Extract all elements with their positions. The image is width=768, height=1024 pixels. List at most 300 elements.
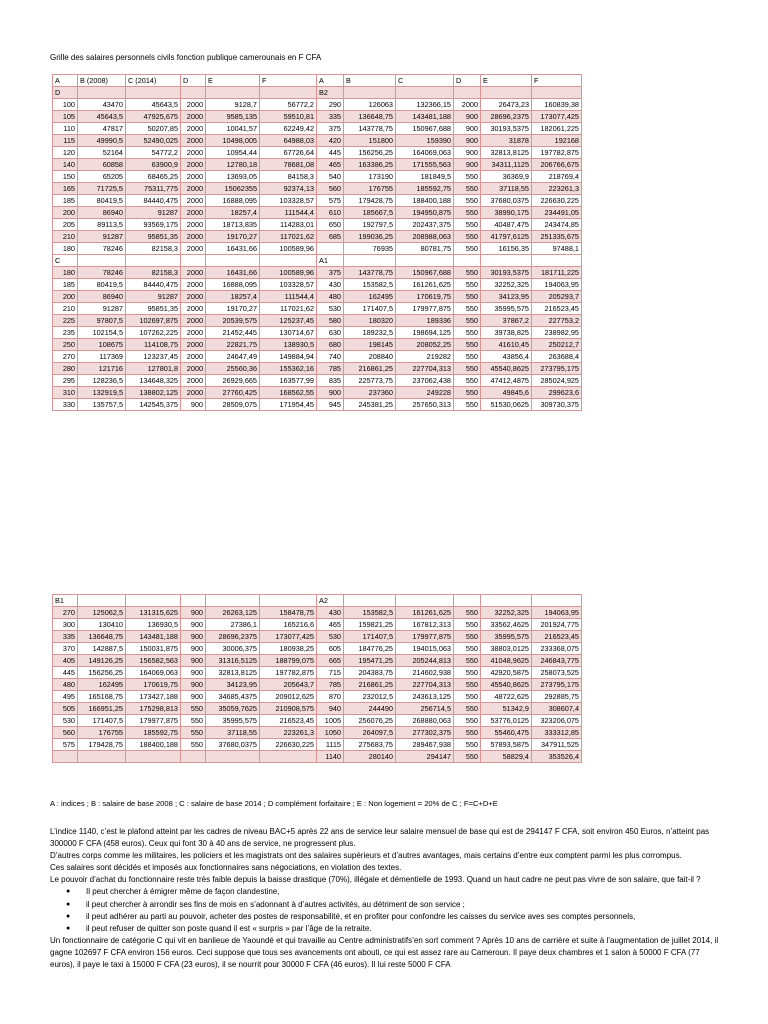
table-cell: 15062355 [206,183,260,195]
table-cell: 550 [454,195,481,207]
table-cell: 126063 [344,99,396,111]
table-cell: 550 [454,739,481,751]
table-cell: 32813,8125 [206,667,260,679]
table-cell: 57893,5875 [481,739,532,751]
table-cell: 25560,36 [206,363,260,375]
table-cell: 45540,8625 [481,363,532,375]
table-cell: 37680,0375 [206,739,260,751]
table-cell: 185667,5 [344,207,396,219]
table-cell: 245381,25 [344,399,396,411]
table-cell: 164069,063 [126,667,181,679]
paragraph: Ces salaires sont décidés et imposés aux fonctionnaires sans négociations, en violation des textes. [50,863,402,873]
table-cell: 68465,25 [126,171,181,183]
table-cell: 900 [454,147,481,159]
table-row [53,147,582,159]
table-cell: 41797,6125 [481,231,532,243]
table-cell [481,255,532,267]
table-cell: 37867,2 [481,315,532,327]
table-cell: 16431,66 [206,243,260,255]
table-cell: 45643,5 [126,99,181,111]
table-cell: A1 [317,255,344,267]
table-cell: 550 [454,231,481,243]
table-cell [454,87,481,99]
table-cell: 30006,375 [206,643,260,655]
table-cell: 870 [317,691,344,703]
table-cell [126,751,181,763]
table-row [53,631,582,643]
column-header: C [396,75,454,87]
table-row [53,339,582,351]
table-cell: 330 [53,399,78,411]
table-cell: 246843,775 [532,655,582,667]
column-header: A [317,75,344,87]
table-cell: 117021,62 [260,303,317,315]
table-cell: 2000 [181,351,206,363]
article-body [50,826,720,971]
table-cell: 71725,5 [78,183,126,195]
table-cell: 900 [181,607,206,619]
table-row [53,255,582,267]
table-cell: D [53,87,78,99]
table-cell: 226630,225 [260,739,317,751]
table-cell: 251335,675 [532,231,582,243]
table-cell: 45643,5 [78,111,126,123]
table-cell: 430 [317,607,344,619]
table-cell: 225773,75 [344,375,396,387]
table-cell: 405 [53,655,78,667]
table-cell: 10498,005 [206,135,260,147]
table-cell: 216523,45 [532,631,582,643]
table-cell: 138802,125 [126,387,181,399]
table-cell: 550 [454,339,481,351]
table-cell: 1050 [317,727,344,739]
table-cell: 43470 [78,99,126,111]
table-cell: 256714,5 [396,703,454,715]
table-cell: 2000 [181,99,206,111]
list-item-text: il peut adhérer au parti au pouvoir, acheter des postes de responsabilité, et en profiter pour confondre les caisses du service aves ses comptes personnels, [86,911,636,921]
table-row [53,99,582,111]
table-cell: 205 [53,219,78,231]
table-cell: 150 [53,171,78,183]
table-cell: 198145 [344,339,396,351]
table-cell [78,87,126,99]
table-row [53,207,582,219]
table-row [53,303,582,315]
table-cell: 2000 [181,195,206,207]
table-cell: 180 [53,267,78,279]
table-cell: 208840 [344,351,396,363]
table-cell: 2000 [181,159,206,171]
table-cell: 134648,325 [126,375,181,387]
table-cell: 18713,835 [206,219,260,231]
table-cell: 550 [454,667,481,679]
bullet-list [50,886,720,934]
table-cell: 92374,13 [260,183,317,195]
table-cell: 179977,875 [126,715,181,727]
table-cell [126,595,181,607]
table-cell: 107262,225 [126,327,181,339]
table-cell: 167812,313 [396,619,454,631]
table-row [53,279,582,291]
table-cell: 91287 [126,291,181,303]
column-header: B (2008) [78,75,126,87]
paragraph: D’autres corps comme les militaires, les policiers et les magistrats ont des salaires supérieurs et d’autres avantages, mais certains d’entre eux comptent parmi les plus corrompus. [50,851,682,861]
table-cell: 630 [317,327,344,339]
bullet-icon: ● [66,888,71,896]
table-cell: 136930,5 [126,619,181,631]
table-row [53,703,582,715]
table-row [53,363,582,375]
table-cell [206,751,260,763]
table-cell: 210 [53,303,78,315]
table-cell: 19170,27 [206,231,260,243]
bullet-icon: ● [66,900,71,908]
table-cell: 35995,575 [481,303,532,315]
table-cell: 445 [317,147,344,159]
table-row [53,135,582,147]
table-cell: 171407,5 [344,631,396,643]
table-cell: 166951,25 [78,703,126,715]
table-cell: 82158,3 [126,243,181,255]
table-cell: 105 [53,111,78,123]
table-row [53,123,582,135]
table-cell: 2000 [181,339,206,351]
table-cell: 198694,125 [396,327,454,339]
table-cell: 550 [454,207,481,219]
table-cell: 27386,1 [206,619,260,631]
table-cell: 156256,25 [344,147,396,159]
table-cell: 680 [317,339,344,351]
list-item-text: il peut refuser de quitter son poste quand il est « surpris » par l’âge de la retraite. [86,923,372,933]
table-cell: 176755 [78,727,126,739]
table-cell: A2 [317,595,344,607]
table-cell: 60858 [78,159,126,171]
table-cell: 75311,775 [126,183,181,195]
table-cell: 150967,688 [396,267,454,279]
table-cell: 550 [454,607,481,619]
table-cell [344,87,396,99]
table-cell: 205643,7 [260,679,317,691]
table-cell: 226630,225 [532,195,582,207]
table-cell: 900 [454,135,481,147]
table-cell: 175298,813 [126,703,181,715]
table-row [53,327,582,339]
table-cell: 900 [181,655,206,667]
table-cell: 111544,4 [260,207,317,219]
table-cell: 2000 [181,387,206,399]
table-cell: 550 [454,171,481,183]
table-cell: 160839,38 [532,99,582,111]
table-cell: 2000 [181,183,206,195]
table-cell: 165216,6 [260,619,317,631]
table-cell: C [53,255,78,267]
table-row [53,195,582,207]
table-cell: 136648,75 [344,111,396,123]
table-cell: 158478,75 [260,607,317,619]
table-cell: 12780,18 [206,159,260,171]
table-cell: 26263,125 [206,607,260,619]
table-cell: 53776,0125 [481,715,532,727]
table-cell: 2000 [181,303,206,315]
table-cell: 125062,5 [78,607,126,619]
table-cell: 165 [53,183,78,195]
table-cell: 80781,75 [396,243,454,255]
table-cell: 37118,55 [206,727,260,739]
table-cell: 2000 [181,363,206,375]
table-row [53,231,582,243]
table-cell [260,595,317,607]
table-cell: 103328,57 [260,279,317,291]
table-cell: 37680,0375 [481,195,532,207]
table-cell: 204383,75 [344,667,396,679]
table-cell: 2000 [181,267,206,279]
table-cell: 34123,95 [206,679,260,691]
table-cell [532,595,582,607]
table-cell [206,255,260,267]
table-cell: 58829,4 [481,751,532,763]
paragraph: Un fonctionnaire de catégorie C qui vit en banlieue de Yaoundé et qui travaille au Centre administratifs’en sort comment ? Après 10 ans de carrière et suite à l’augmentation de juillet 2014, il gagne 102697 F CFA environ 156 euros. Ceci suppose que tous ses avancements ont abouti, ce qui est assez rare au Cameroun. Il paye deux chambres et 1 salon à 50000 F CFA (77 euros), il paye le taxi à 15000 F CFA (23 euros), il se nourrit pour 30000 F CFA (46 euros). Il lui reste 5000 F CFA [50,935,719,970]
table-row [53,691,582,703]
table-cell: 117021,62 [260,231,317,243]
table-cell: 223261,3 [260,727,317,739]
table-cell: 550 [454,327,481,339]
table-cell: 114108,75 [126,339,181,351]
table-cell: 143778,75 [344,267,396,279]
table-cell: 55460,475 [481,727,532,739]
table-cell: 51530,0625 [481,399,532,411]
table-cell: 227704,313 [396,679,454,691]
table-cell: 214602,938 [396,667,454,679]
table-cell: 237062,438 [396,375,454,387]
table-cell: 91287 [126,207,181,219]
table-cell: 210 [53,231,78,243]
table-cell: 550 [454,363,481,375]
table-cell: 197782,875 [260,667,317,679]
table-cell: 65205 [78,171,126,183]
table-cell [126,255,181,267]
table-row [53,399,582,411]
table-cell: 2000 [181,111,206,123]
table-cell: 117369 [78,351,126,363]
table-cell: 156582,563 [126,655,181,667]
table-cell: 550 [454,351,481,363]
table-cell: 550 [454,643,481,655]
table-cell: 900 [181,667,206,679]
table-cell: 185 [53,279,78,291]
table-cell: 159390 [396,135,454,147]
table-cell: B1 [53,595,78,607]
table-cell: 31878 [481,135,532,147]
table-legend: A : indices ; B : salaire de base 2008 ; C : salaire de base 2014 ; D complément forfaitaire ; E : Non logement = 20% de C ; F=C+D+E [50,799,498,808]
table-cell: 103328,57 [260,195,317,207]
table-cell: 100589,96 [260,243,317,255]
table-cell: 300 [53,619,78,631]
table-cell: 185592,75 [126,727,181,739]
table-cell: B2 [317,87,344,99]
table-cell: 171407,5 [78,715,126,727]
table-cell: 900 [181,631,206,643]
table-cell: 97807,5 [78,315,126,327]
table-cell: 605 [317,643,344,655]
table-cell: 9128,7 [206,99,260,111]
table-cell: 550 [454,631,481,643]
table-cell: 292885,75 [532,691,582,703]
table-cell: 161261,625 [396,607,454,619]
table-cell: 235 [53,327,78,339]
table-cell: 156256,25 [78,667,126,679]
table-row [53,159,582,171]
table-row [53,679,582,691]
table-cell: 195471,25 [344,655,396,667]
column-header: E [481,75,532,87]
table-cell: 560 [53,727,78,739]
table-cell: 150967,688 [396,123,454,135]
table-cell: 289467,938 [396,739,454,751]
table-cell: 123237,45 [126,351,181,363]
table-cell: 181711,225 [532,267,582,279]
list-item [66,923,720,935]
table-cell: 56772,2 [260,99,317,111]
table-cell: 335 [317,111,344,123]
table-cell: 49990,5 [78,135,126,147]
table-cell: 256076,25 [344,715,396,727]
table-cell: 233368,075 [532,643,582,655]
table-cell: 900 [317,387,344,399]
table-cell: 171954,45 [260,399,317,411]
table-cell: 162495 [78,679,126,691]
table-cell: 200 [53,207,78,219]
table-cell: 550 [454,399,481,411]
table-cell: 560 [317,183,344,195]
table-cell: 335 [53,631,78,643]
table-cell: 2000 [181,171,206,183]
table-cell: 38990,175 [481,207,532,219]
table-cell: 78246 [78,267,126,279]
table-cell: 540 [317,171,344,183]
table-cell [317,243,344,255]
table-cell: 243613,125 [396,691,454,703]
table-cell: 50207,85 [126,123,181,135]
table-cell: 445 [53,667,78,679]
table-cell: 194063,95 [532,279,582,291]
table-cell: 28696,2375 [206,631,260,643]
table-cell: 310 [53,387,78,399]
table-cell: 179428,75 [78,739,126,751]
table-cell: 114283,01 [260,219,317,231]
table-cell: 353526,4 [532,751,582,763]
table-cell: 10954,44 [206,147,260,159]
list-item [66,899,720,911]
table-cell: 131315,625 [126,607,181,619]
table-cell: 165168,75 [78,691,126,703]
table-cell: 530 [53,715,78,727]
table-cell: 275683,75 [344,739,396,751]
table-row [53,607,582,619]
table-cell: 900 [454,159,481,171]
table-cell: 550 [454,375,481,387]
table-cell [344,255,396,267]
table-cell: 43856,4 [481,351,532,363]
table-cell: 665 [317,655,344,667]
table-cell: 42920,5875 [481,667,532,679]
table-cell: 31316,5125 [206,655,260,667]
table-cell [260,751,317,763]
table-row [53,375,582,387]
table-cell: 430 [317,279,344,291]
table-row [53,183,582,195]
table-cell: 130714,67 [260,327,317,339]
table-cell: 26473,23 [481,99,532,111]
table-cell: 30193,5375 [481,123,532,135]
table-cell: 102697,875 [126,315,181,327]
table-cell [396,255,454,267]
table-cell: 52164 [78,147,126,159]
table-row [53,655,582,667]
table-cell: 179428,75 [344,195,396,207]
table-cell: 149126,25 [78,655,126,667]
table-cell: 243474,85 [532,219,582,231]
table-cell: 219282 [396,351,454,363]
table-cell: 202437,375 [396,219,454,231]
table-cell: 900 [181,679,206,691]
table-cell: 375 [317,123,344,135]
table-cell: 16888,095 [206,195,260,207]
table-cell: 205293,7 [532,291,582,303]
table-cell: 550 [454,655,481,667]
document-title: Grille des salaires personnels civils fonction publique camerounais en F CFA [50,53,322,62]
table-cell: 2000 [181,243,206,255]
table-cell: 530 [317,303,344,315]
bullet-icon: ● [66,924,71,932]
table-cell: 199036,25 [344,231,396,243]
table-cell: 10041,57 [206,123,260,135]
table-row [53,243,582,255]
table-cell: 940 [317,703,344,715]
table-cell: 188400,188 [126,739,181,751]
table-cell: 34123,95 [481,291,532,303]
table-cell: 19170,27 [206,303,260,315]
table-cell: 153582,5 [344,279,396,291]
table-row [53,267,582,279]
table-row [53,387,582,399]
table-cell: 575 [317,195,344,207]
table-cell: 550 [454,715,481,727]
table-cell: 127801,8 [126,363,181,375]
table-cell: 41610,45 [481,339,532,351]
table-cell: 120 [53,147,78,159]
table-cell: 194015,063 [396,643,454,655]
table-cell: 130410 [78,619,126,631]
table-cell: 185592,75 [396,183,454,195]
table-cell: 2000 [181,219,206,231]
table-cell: 143778,75 [344,123,396,135]
table-cell: 170619,75 [126,679,181,691]
table-cell: 216861,25 [344,679,396,691]
table-cell: 138930,5 [260,339,317,351]
table-cell: 1115 [317,739,344,751]
table-cell: 244490 [344,703,396,715]
table-cell: 505 [53,703,78,715]
table-cell [454,595,481,607]
table-cell: 173427,188 [126,691,181,703]
table-cell: 550 [454,751,481,763]
list-item-text: il peut chercher à arrondir ses fins de mois en s’adonnant à d’autres activités, au détriment de son service ; [86,899,465,909]
table-cell: 2000 [181,291,206,303]
table-cell: 76935 [344,243,396,255]
table-cell: 201924,775 [532,619,582,631]
table-cell: 232012,5 [344,691,396,703]
table-cell: 550 [454,727,481,739]
